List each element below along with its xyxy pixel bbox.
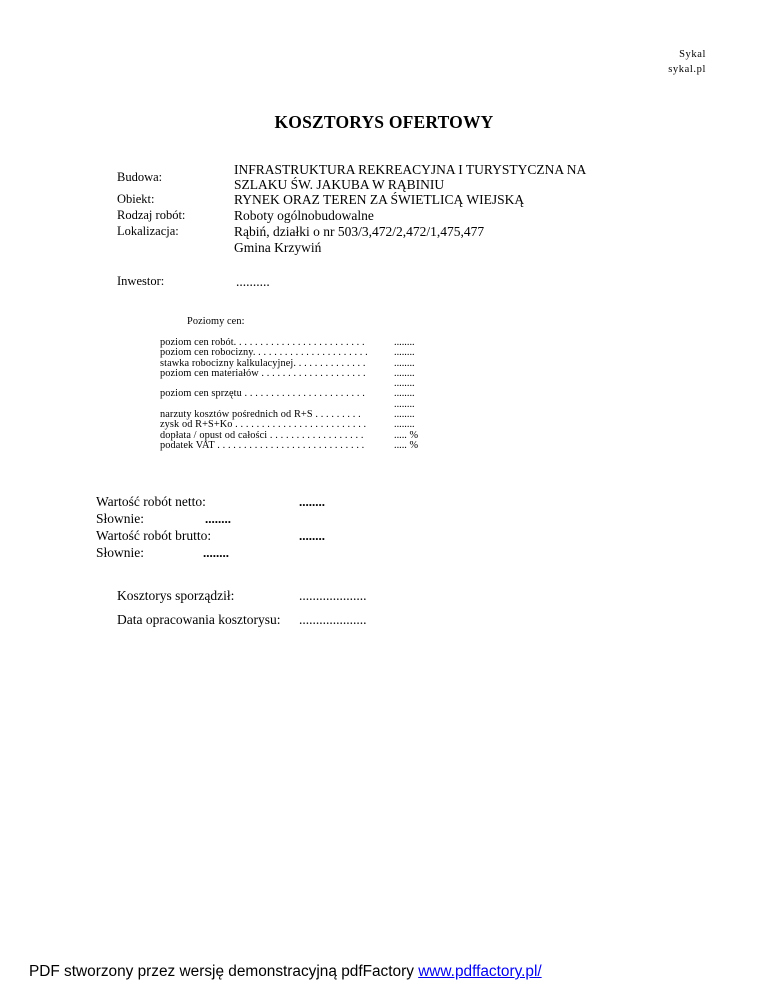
levels-row-label: dopłata / opust od całości . . . . . . . . . . . . . . . . . . <box>160 429 364 441</box>
levels-row-value: ..... % <box>394 429 419 441</box>
levels-row-value: ..... % <box>394 439 419 451</box>
author-value: .................... <box>299 588 367 603</box>
value-budowa-1: INFRASTRUKTURA REKREACYJNA I TURYSTYCZNA NA <box>234 162 587 177</box>
levels-row-value: ........ <box>394 357 415 369</box>
levels-row-value: ........ <box>394 409 415 421</box>
label-budowa: Budowa: <box>117 170 163 184</box>
footer-link[interactable]: www.pdffactory.pl/ <box>418 963 542 980</box>
label-lokalizacja: Lokalizacja: <box>117 224 179 238</box>
label-rodzaj-robot: Rodzaj robót: <box>117 208 186 222</box>
value-budowa-2: SZLAKU ŚW. JAKUBA W RĄBINIU <box>234 177 445 192</box>
levels-row-label: poziom cen robót. . . . . . . . . . . . . . . . . . . . . . . . . <box>160 337 365 348</box>
date-value: .................... <box>299 612 367 627</box>
levels-row-value: ........ <box>394 398 415 410</box>
levels-row-value: ........ <box>394 347 415 359</box>
levels-row-label: poziom cen robocizny. . . . . . . . . . . . . . . . . . . . . . <box>160 347 368 359</box>
netto-value: ........ <box>299 494 325 509</box>
slownie-brutto-value: ........ <box>203 545 229 560</box>
value-lokalizacja-1: Rąbiń, działki o nr 503/3,472/2,472/1,475,477 <box>234 224 485 239</box>
levels-row-label: stawka robocizny kalkulacyjnej. . . . . . . . . . . . . . <box>160 357 366 369</box>
label-inwestor: Inwestor: <box>117 274 165 288</box>
levels-row-value: ........ <box>394 419 415 431</box>
slownie-brutto-label: Słownie: <box>96 545 145 560</box>
value-rodzaj-robot: Roboty ogólnobudowalne <box>234 208 374 223</box>
header-brand <box>600 47 706 77</box>
author-label: Kosztorys sporządził: <box>117 588 235 603</box>
levels-row-label: poziom cen sprzętu . . . . . . . . . . . . . . . . . . . . . . . <box>160 388 365 400</box>
brutto-value: ........ <box>299 528 325 543</box>
levels-row-value: ........ <box>394 337 415 348</box>
header-line-2: sykal.pl <box>668 64 706 75</box>
date-label: Data opracowania kosztorysu: <box>117 612 281 627</box>
levels-row-label: poziom cen materiałów . . . . . . . . . . . . . . . . . . . . <box>160 367 366 379</box>
levels-heading: Poziomy cen: <box>187 316 245 327</box>
value-obiekt: RYNEK ORAZ TEREN ZA ŚWIETLICĄ WIEJSKĄ <box>234 192 525 207</box>
netto-label: Wartość robót netto: <box>96 494 206 509</box>
levels-row <box>160 369 418 379</box>
value-inwestor: .......... <box>236 274 270 289</box>
levels-row-label: narzuty kosztów pośrednich od R+S . . . . . . . . . <box>160 409 361 421</box>
header-line-1: Sykal <box>679 49 706 60</box>
label-obiekt: Obiekt: <box>117 192 155 206</box>
brutto-label: Wartość robót brutto: <box>96 528 212 543</box>
value-lokalizacja-2: Gmina Krzywiń <box>234 240 322 255</box>
slownie-netto-label: Słownie: <box>96 511 145 526</box>
slownie-netto-value: ........ <box>205 511 231 526</box>
levels-row <box>160 389 418 399</box>
levels-row-value: ........ <box>394 367 415 379</box>
pdf-footer <box>29 963 542 981</box>
levels-row-label: podatek VAT . . . . . . . . . . . . . . . . . . . . . . . . . . . . <box>160 439 365 451</box>
footer-text: PDF stworzony przez wersję demonstracyjną pdfFactory <box>29 963 419 980</box>
document-title: KOSZTORYS OFERTOWY <box>274 112 494 132</box>
levels-table <box>160 338 418 451</box>
levels-row-value: ........ <box>394 378 415 390</box>
levels-row-value: ........ <box>394 388 415 400</box>
levels-row <box>160 441 418 451</box>
levels-row-label: zysk od R+S+Ko . . . . . . . . . . . . . . . . . . . . . . . . . <box>160 419 367 431</box>
